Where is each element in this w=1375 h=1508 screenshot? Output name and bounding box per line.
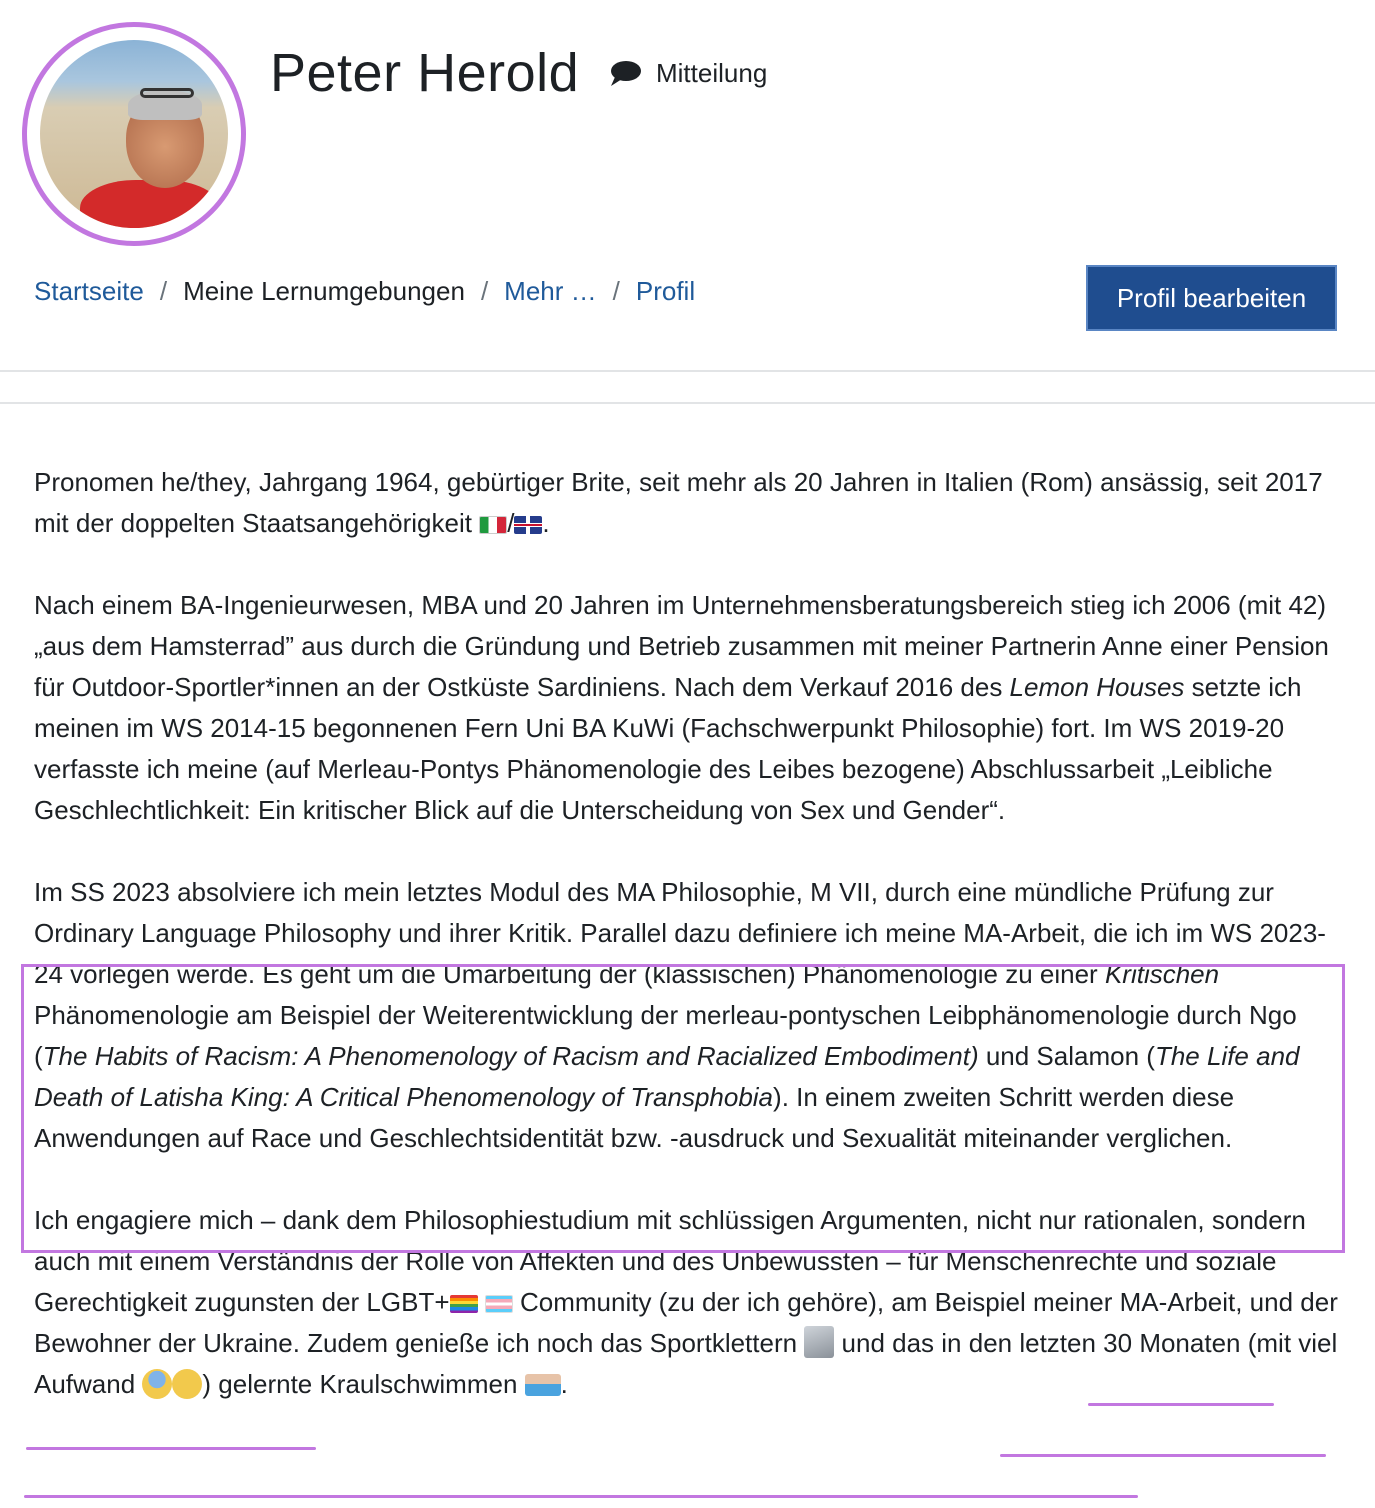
breadcrumb-separator: /: [612, 276, 620, 306]
transgender-flag-icon: [485, 1295, 513, 1313]
bio-text: ). In einem zweiten Schritt werden diese Anwendungen auf Race und Geschlechtsidentität bzw. -ausdruck und Sexualität miteinander verglichen.: [34, 1082, 1235, 1153]
bio-text: setzte ich meinen im WS 2014-15 begonnenen Fern Uni BA KuWi (Fachschwerpunkt Philosophie) fort. Im WS 2019-20 verfasste ich meine (auf Merleau-Pontys Phänomenologie des Leibes bezogene) Abschlussarbeit „Leibliche Geschlechtlichkeit: Ein kritischer Blick auf die Unterscheidung von Sex und Gender“.: [34, 672, 1302, 825]
avatar-glasses: [140, 88, 194, 98]
bio-text: Phänomenologie am Beispiel der Weiterentwicklung der merleau-pontyschen Leibphänomenologie durch Ngo (: [34, 1000, 1297, 1071]
rainbow-flag-icon: [450, 1295, 478, 1313]
edit-profile-button[interactable]: Profil bearbeiten: [1086, 265, 1337, 331]
divider: [0, 402, 1375, 404]
uk-flag-icon: [514, 516, 542, 534]
avatar[interactable]: [40, 40, 228, 228]
breadcrumb-home[interactable]: Startseite: [34, 276, 144, 306]
annotation-underline: [24, 1495, 1138, 1498]
fearful-face-icon: [142, 1369, 172, 1399]
breadcrumb-more[interactable]: Mehr …: [504, 276, 597, 306]
bio-text: Community (zu der ich gehöre), am Beispiel meiner MA-Arbeit, und der Bewohner der Ukraine. Zudem genieße ich noch das Sportklettern: [34, 1287, 1338, 1358]
swimmer-icon: [525, 1374, 561, 1396]
bio-italic: The Life and Death of Latisha King: A Critical Phenomenology of Transphobia: [34, 1041, 1300, 1112]
bio-italic: Kritischen: [1104, 959, 1220, 989]
bio-paragraph: [34, 872, 1354, 1159]
page-title: Peter Herold: [270, 43, 580, 103]
avatar-ring[interactable]: [22, 22, 246, 246]
speech-bubble-icon: [608, 59, 642, 89]
climbing-icon: [804, 1326, 834, 1358]
breadcrumb-profile[interactable]: Profil: [635, 276, 696, 306]
bio-text: ) gelernte Kraulschwimmen: [202, 1369, 525, 1399]
bio-text: und Salamon (: [978, 1041, 1155, 1071]
breadcrumb-separator: /: [480, 276, 489, 306]
bio-paragraph: [34, 1200, 1354, 1405]
bio-text: Im SS 2023 absolviere ich mein letztes Modul des MA Philosophie, M VII, durch eine mündliche Prüfung zur Ordinary Language Philosophy und ihrer Kritik. Parallel dazu definiere ich meine MA-Arbeit, die ich im WS 2023-24 vorlegen werde. Es geht um die Umarbeitung der (klassischen) Phänomenologie zu einer: [34, 877, 1326, 989]
bio-text: .: [560, 1369, 568, 1399]
bio-text: .: [542, 508, 550, 538]
italy-flag-icon: [479, 516, 507, 534]
bio-paragraph: [34, 585, 1354, 831]
profile-description: [34, 462, 1354, 1405]
bio-text: /: [507, 508, 515, 538]
message-label: Mitteilung: [656, 58, 768, 88]
annotation-underline: [1000, 1454, 1326, 1457]
bio-paragraph: [34, 462, 1354, 544]
breadcrumb-separator: /: [159, 276, 168, 306]
annotation-underline: [26, 1447, 316, 1450]
divider: [0, 370, 1375, 372]
bio-text: Nach einem BA-Ingenieurwesen, MBA und 20 Jahren im Unternehmensberatungsbereich stieg ich 2006 (mit 42) „aus dem Hamsterrad” aus durch die Gründung und Betrieb zusammen mit meiner Partnerin Anne einer Pension für Outdoor-Sportler*innen an der Ostküste Sardiniens. Nach dem Verkauf 2016 des: [34, 590, 1329, 702]
bio-text: Ich engagiere mich – dank dem Philosophiestudium mit schlüssigen Argumenten, nicht nur rationalen, sondern auch mit einem Verständnis der Rolle von Affekten und des Unbewussten – für Menschenrechte und soziale Gerechtigkeit zugunsten der LGBT+: [34, 1205, 1306, 1317]
annotation-underline: [1088, 1403, 1274, 1406]
bio-text: und das in den letzten 30 Monaten (mit viel Aufwand: [34, 1328, 1338, 1399]
breadcrumb: [34, 276, 695, 307]
breadcrumb-courses: Meine Lernumgebungen: [183, 276, 465, 306]
bio-text: Pronomen he/they, Jahrgang 1964, gebürtiger Brite, seit mehr als 20 Jahren in Italien (Rom) ansässig, seit 2017 mit der doppelten Staatsangehörigkeit: [34, 467, 1323, 538]
avatar-shirt: [80, 180, 220, 228]
bio-italic: Lemon Houses: [1009, 672, 1185, 702]
message-button[interactable]: [608, 58, 767, 89]
bio-italic: The Habits of Racism: A Phenomenology of Racism and Racialized Embodiment): [42, 1041, 979, 1071]
rolling-laughing-face-icon: [172, 1369, 202, 1399]
